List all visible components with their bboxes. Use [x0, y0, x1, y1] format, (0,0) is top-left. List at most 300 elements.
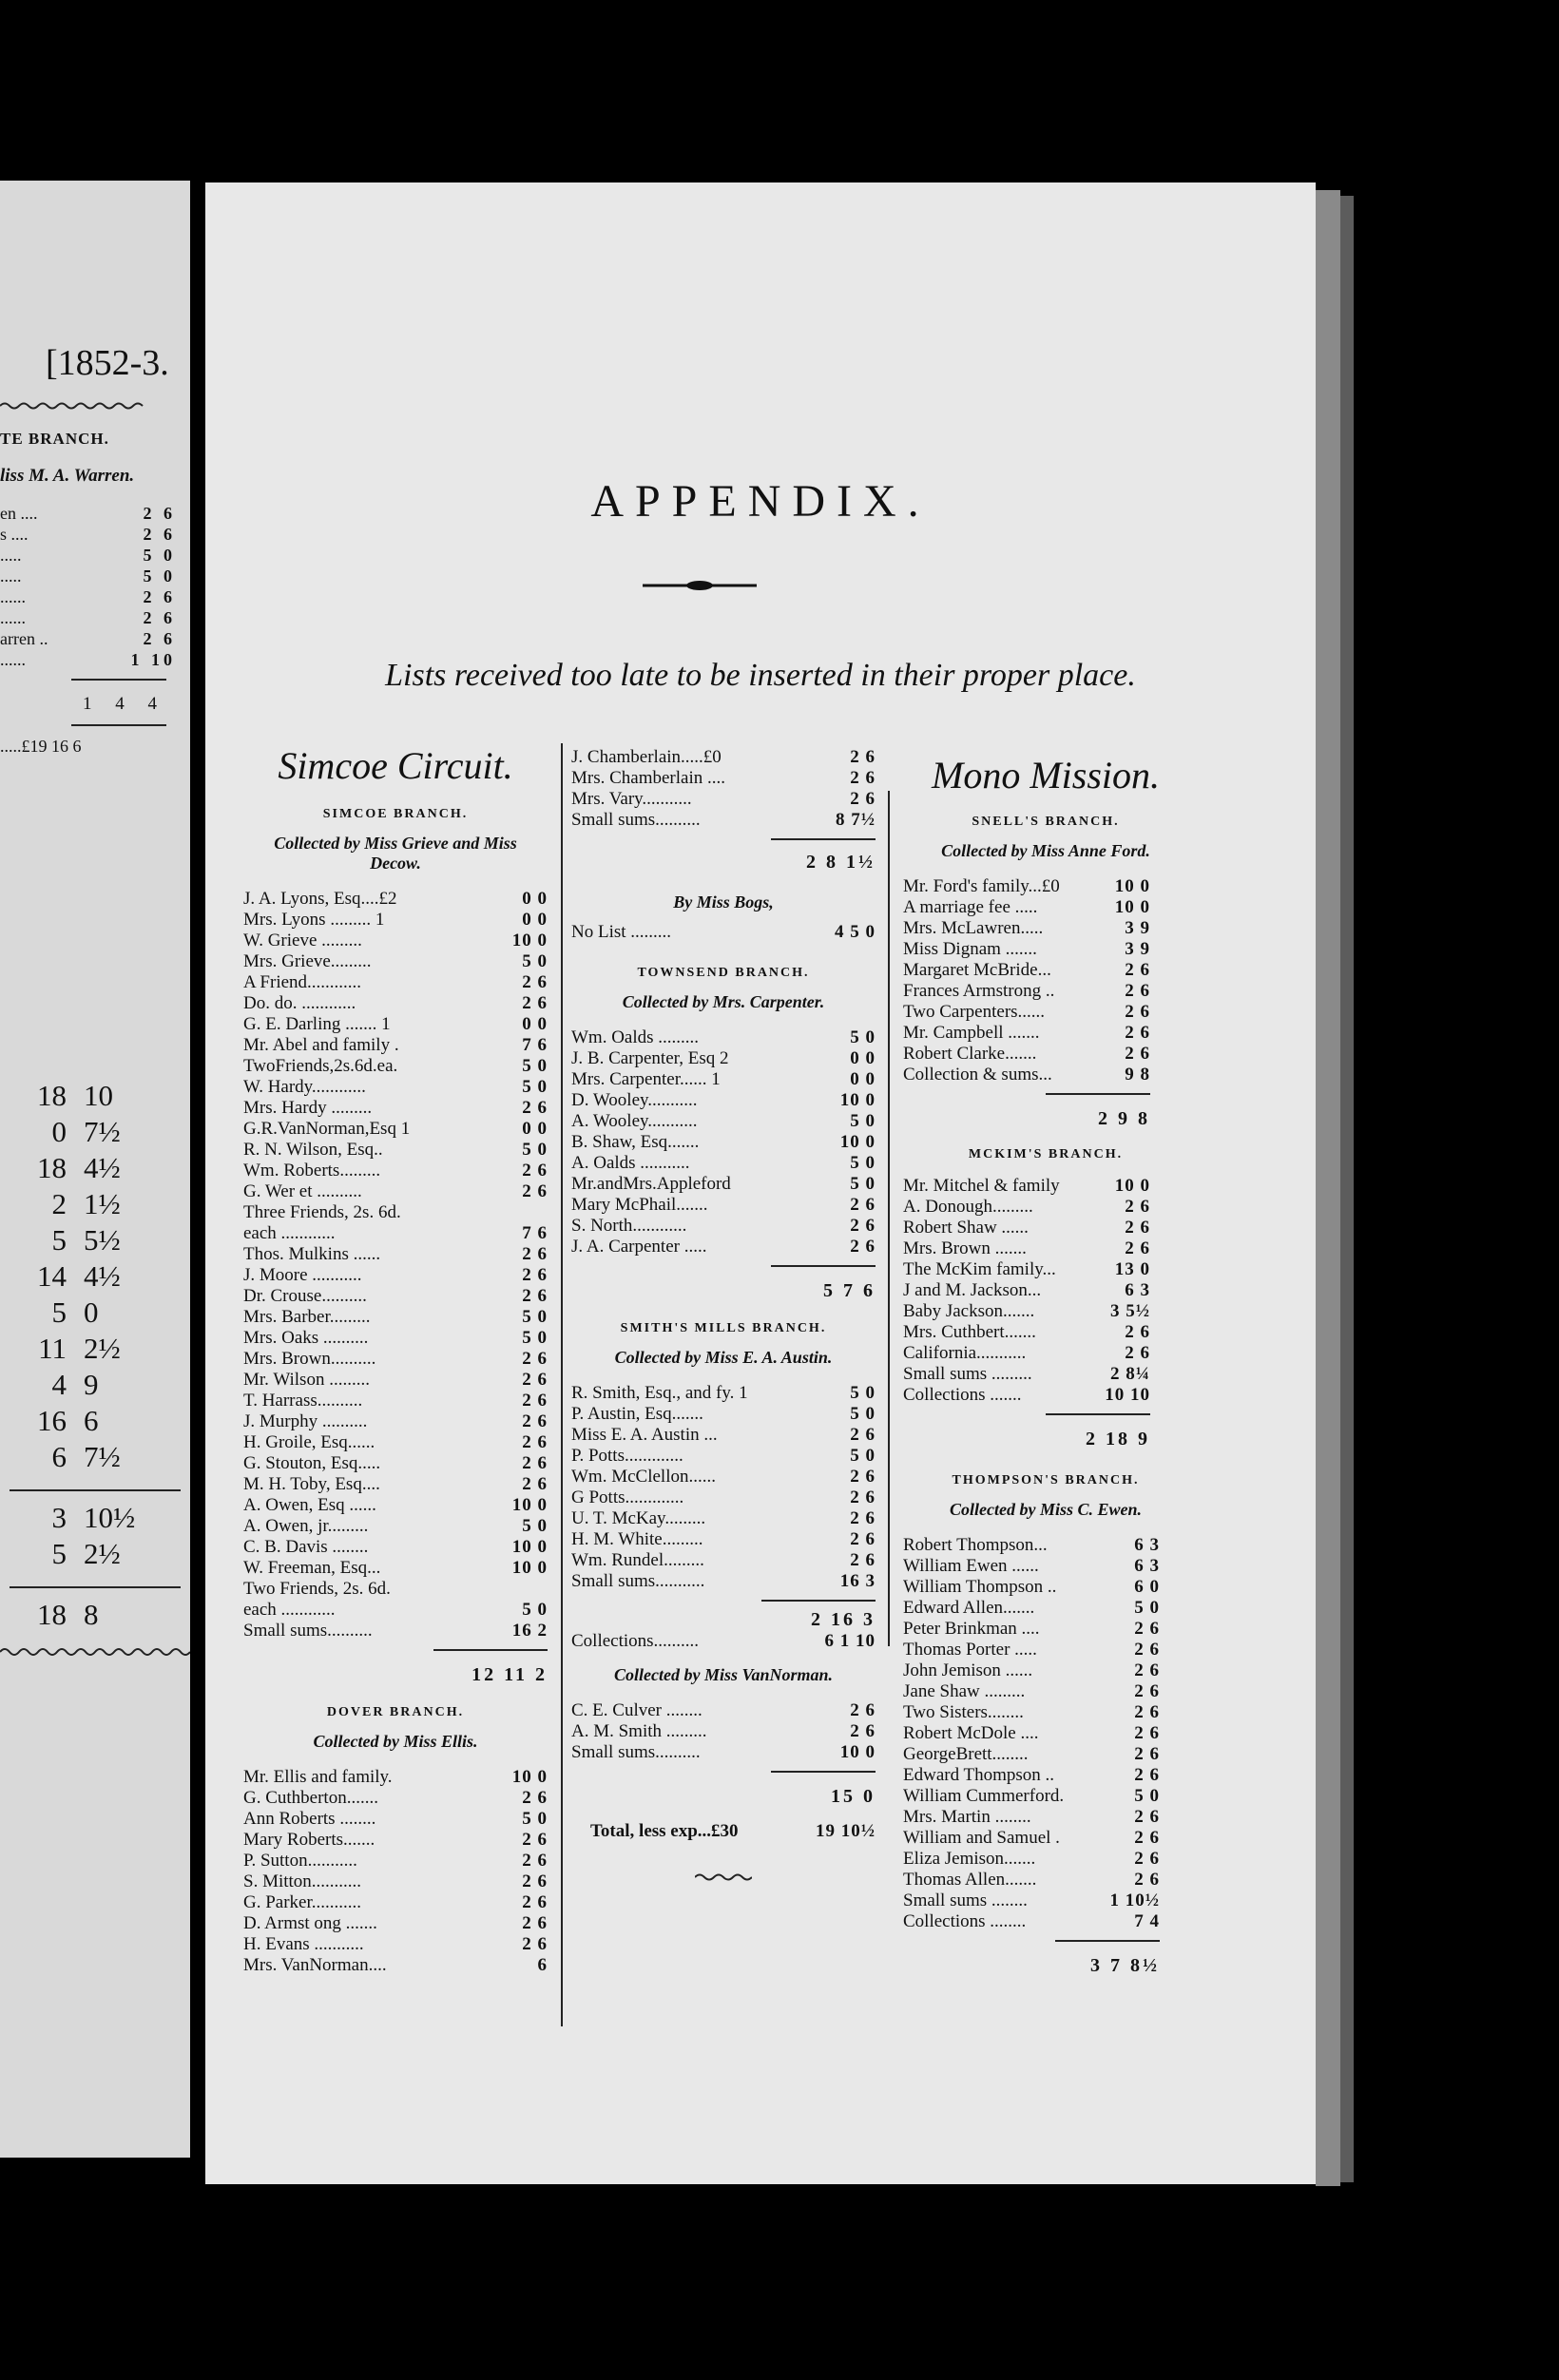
list-item: [243, 1119, 548, 1140]
amount-shillings: 11: [38, 1332, 67, 1365]
amount-pence: 10: [84, 1079, 113, 1112]
list-item: [243, 1767, 548, 1788]
list-item: [243, 1788, 548, 1809]
contribution-amount: 2 6: [850, 1425, 876, 1445]
branch-heading: TOWNSEND BRANCH.: [637, 966, 810, 980]
contributor-name: G. Parker...........: [243, 1892, 362, 1912]
list-item: [571, 1174, 876, 1195]
contributor-name: G. Wer et ..........: [243, 1181, 362, 1201]
contribution-amount: 2 6: [850, 789, 876, 809]
list-item: [903, 1891, 1188, 1911]
contribution-amount: 5 0: [1134, 1786, 1160, 1806]
contributor-name: Frances Armstrong ..: [903, 981, 1055, 1001]
list-item: [243, 1453, 548, 1474]
list-item: [243, 951, 548, 972]
contributor-name: Mrs. Chamberlain ....: [571, 768, 726, 788]
contributor-name: Dr. Crouse..........: [243, 1286, 367, 1306]
branch-subtotal: 15 0: [831, 1786, 876, 1807]
amount-pence: 7½: [84, 1440, 121, 1473]
contribution-amount: 2 6: [522, 1788, 548, 1808]
list-item: [571, 1027, 876, 1048]
list-item: [243, 1244, 548, 1265]
contributor-name: Small sums ........: [903, 1891, 1028, 1910]
contributor-name: Mrs. Carpenter...... 1: [571, 1069, 721, 1089]
rule: [71, 724, 166, 726]
contributor-name: Three Friends, 2s. 6d.: [243, 1202, 401, 1222]
list-item: [571, 1216, 876, 1237]
contributor-name: G. E. Darling ....... 1: [243, 1014, 391, 1034]
list-item: [243, 1558, 548, 1579]
contributor-name: A. M. Smith .........: [571, 1721, 707, 1741]
contribution-amount: 10 0: [839, 1132, 876, 1152]
rule: [1046, 1093, 1150, 1095]
list-item: [243, 1621, 548, 1641]
collector-line: Collected by Miss Ellis.: [313, 1732, 478, 1751]
contribution-amount: 2 6: [143, 504, 176, 523]
contributor-name: arren ..: [0, 629, 48, 648]
contribution-amount: 10 10: [1105, 1385, 1150, 1405]
contributor-name: P. Potts.............: [571, 1446, 683, 1466]
contributor-name: Two Carpenters......: [903, 1002, 1046, 1022]
contributor-name: ......: [0, 650, 26, 669]
list-item: [243, 1307, 548, 1328]
contribution-list: [903, 1176, 1188, 1406]
contribution-list: [571, 1383, 876, 1592]
list-item: [0, 546, 176, 566]
amount-row: [10, 1296, 181, 1332]
left-total: .....£19 16 6: [0, 737, 82, 756]
contribution-amount: 10 0: [511, 1495, 548, 1515]
list-item: [243, 1286, 548, 1307]
contribution-amount: 2 6: [1125, 1044, 1150, 1064]
contributor-name: Baby Jackson.......: [903, 1301, 1035, 1321]
list-item: [571, 1048, 876, 1069]
list-item: [571, 1153, 876, 1174]
contribution-amount: 2 6: [850, 1216, 876, 1236]
list-item: [903, 1238, 1188, 1259]
contributor-name: .....: [0, 566, 22, 585]
collector-line: Collected by Miss Grieve and Miss Decow.: [274, 834, 517, 873]
contribution-amount: 16 2: [511, 1621, 548, 1641]
amount-shillings: 18: [37, 1598, 67, 1631]
contribution-amount: 2 6: [1134, 1744, 1160, 1764]
amount-row: [10, 1598, 181, 1634]
contributor-name: Mr. Mitchel & family: [903, 1176, 1060, 1196]
contribution-amount: 5 0: [522, 1140, 548, 1160]
page-edge: [1340, 196, 1354, 2182]
amount-shillings: 5: [51, 1537, 67, 1570]
contribution-amount: 2 6: [522, 1370, 548, 1390]
contribution-amount: 8 7½: [836, 810, 876, 830]
contributor-name: A marriage fee .....: [903, 897, 1038, 917]
ornament-divider: [643, 578, 757, 593]
list-item: [571, 1721, 876, 1742]
list-item: [571, 1195, 876, 1216]
list-item: [903, 1259, 1188, 1280]
contributor-name: S. North............: [571, 1216, 687, 1236]
contribution-list: [243, 889, 548, 1641]
contributor-name: Small sums..........: [243, 1621, 373, 1641]
contribution-amount: 2 6: [522, 1265, 548, 1285]
contribution-amount: 2 6: [143, 608, 176, 627]
contributor-name: Mrs. Cuthbert.......: [903, 1322, 1036, 1342]
contribution-amount: 2 6: [522, 1391, 548, 1411]
contributor-name: Thos. Mulkins ......: [243, 1244, 381, 1264]
contributor-name: William Ewen ......: [903, 1556, 1039, 1576]
contributor-name: G.R.VanNorman,Esq 1: [243, 1119, 411, 1139]
contribution-amount: 2 6: [850, 1550, 876, 1570]
contributor-name: W. Grieve .........: [243, 931, 362, 950]
list-item: [243, 1809, 548, 1830]
rule: [761, 1600, 876, 1602]
list-item: [903, 1786, 1188, 1807]
contribution-amount: 5 0: [850, 1404, 876, 1424]
list-item: Collections.......... 6 1 10: [571, 1631, 876, 1651]
contribution-amount: 2 6: [1134, 1640, 1160, 1660]
list-item: [243, 889, 548, 910]
contribution-amount: 2 6: [850, 1467, 876, 1487]
contributor-name: Edward Allen.......: [903, 1598, 1035, 1618]
rule: [771, 1265, 876, 1267]
list-item: [571, 1550, 876, 1571]
list-item: [903, 1849, 1188, 1870]
branch-heading: MCKIM'S BRANCH.: [968, 1147, 1124, 1161]
list-item: [571, 789, 876, 810]
amount-shillings: 5: [51, 1296, 67, 1329]
contribution-list: [243, 1767, 548, 1976]
contribution-amount: 2 6: [1134, 1660, 1160, 1680]
rule: [1055, 1940, 1160, 1942]
contributor-name: GeorgeBrett........: [903, 1744, 1029, 1764]
contribution-amount: 0 0: [850, 1048, 876, 1068]
list-item: [243, 972, 548, 993]
collector-line: Collected by Miss E. A. Austin.: [614, 1348, 833, 1367]
contribution-amount: 5 0: [522, 951, 548, 971]
list-item: [571, 1069, 876, 1090]
list-item: [571, 1090, 876, 1111]
contribution-amount: 2 6: [1125, 981, 1150, 1001]
contribution-amount: 2 6: [522, 1892, 548, 1912]
contribution-amount: 5 0: [143, 546, 176, 565]
amount-shillings: 14: [37, 1259, 67, 1293]
contributor-name: J. Chamberlain.....£0: [571, 747, 722, 767]
branch-subtotal: 3 7 8½: [1090, 1955, 1160, 1976]
contribution-amount: 2 6: [850, 747, 876, 767]
contribution-amount: 10 0: [839, 1742, 876, 1762]
contribution-amount: 2 6: [143, 587, 176, 606]
contribution-amount: 0 0: [850, 1069, 876, 1089]
contribution-amount: 2 6: [1134, 1870, 1160, 1890]
contribution-amount: 2 6: [522, 993, 548, 1013]
amount-row: [10, 1223, 181, 1259]
contribution-amount: 2 6: [522, 1161, 548, 1180]
contribution-amount: 5 0: [522, 1600, 548, 1620]
list-item: [571, 1529, 876, 1550]
list-item: [903, 1598, 1188, 1619]
left-page: [0, 181, 190, 2158]
list-item: [903, 1280, 1188, 1301]
contributor-name: J. A. Lyons, Esq....£2: [243, 889, 397, 909]
list-item: [243, 1600, 548, 1621]
page-subtitle: Lists received too late to be inserted in their proper place.: [385, 658, 1136, 693]
contributor-name: H. M. White.........: [571, 1529, 703, 1549]
contribution-list: [903, 1535, 1188, 1932]
contribution-amount: 10 0: [511, 931, 548, 950]
contribution-amount: 5 0: [522, 1516, 548, 1536]
column-divider: [561, 743, 563, 2026]
list-item: [903, 1828, 1188, 1849]
contribution-amount: 10 0: [1114, 1176, 1150, 1196]
contribution-amount: 5 0: [850, 1027, 876, 1047]
contribution-amount: 2 6: [1134, 1765, 1160, 1785]
contributor-name: en ....: [0, 504, 38, 523]
list-item: [903, 1702, 1188, 1723]
list-item: [571, 768, 876, 789]
contributor-name: Wm. Oalds .........: [571, 1027, 700, 1047]
contributor-name: Mrs. Brown..........: [243, 1349, 376, 1369]
branch-heading: SNELL'S BRANCH.: [972, 815, 1120, 829]
contributor-name: Margaret McBride...: [903, 960, 1051, 980]
left-rows: [0, 504, 176, 671]
collector-line: Collected by Miss Anne Ford.: [941, 841, 1150, 860]
list-item: [903, 1218, 1188, 1238]
left-collector: liss M. A. Warren.: [0, 466, 135, 486]
contributor-name: Mrs. Martin ........: [903, 1807, 1031, 1827]
list-item: [903, 1640, 1188, 1660]
list-item: [571, 1132, 876, 1153]
amount-row: [10, 1537, 181, 1573]
branch-subtotal: 2 16 3: [811, 1609, 876, 1630]
contributor-name: D. Wooley...........: [571, 1090, 698, 1110]
contribution-amount: 5 0: [850, 1174, 876, 1194]
contributor-name: The McKim family...: [903, 1259, 1056, 1279]
list-item: [903, 1577, 1188, 1598]
left-subtotal: 1 4 4: [83, 694, 166, 714]
contribution-amount: 2 6: [522, 1286, 548, 1306]
list-item: [903, 1911, 1188, 1932]
amount-row: [10, 1440, 181, 1476]
contribution-amount: 0 0: [522, 910, 548, 930]
contribution-list: [571, 1700, 876, 1763]
list-item: [903, 1660, 1188, 1681]
amount-shillings: 4: [51, 1368, 67, 1401]
contribution-amount: 13 0: [1114, 1259, 1150, 1279]
appendix-page: [205, 182, 1316, 2184]
contribution-amount: 2 6: [1125, 1197, 1150, 1217]
contributor-name: Mr.andMrs.Appleford: [571, 1174, 731, 1194]
list-item: [571, 1237, 876, 1257]
contribution-amount: 2 6: [850, 1237, 876, 1257]
contributor-name: Small sums...........: [571, 1571, 705, 1591]
list-item: [903, 1385, 1188, 1406]
list-item: [243, 1056, 548, 1077]
amount-row: [10, 1368, 181, 1404]
contributor-name: Do. do. ............: [243, 993, 356, 1013]
amount-pence: 6: [84, 1404, 99, 1437]
contributor-name: J. Murphy ..........: [243, 1411, 368, 1431]
list-item: [243, 1349, 548, 1370]
contributor-name: William Cummerford.: [903, 1786, 1065, 1806]
list-item: [903, 960, 1188, 981]
contributor-name: Collections ........: [903, 1911, 1027, 1931]
amount-row: [10, 1332, 181, 1368]
list-item: [0, 566, 176, 587]
contribution-amount: 3 9: [1125, 918, 1150, 938]
list-item: [903, 1002, 1188, 1023]
contributor-name: G Potts.............: [571, 1488, 684, 1507]
contribution-amount: 7 6: [522, 1035, 548, 1055]
branch-subtotal: 12 11 2: [472, 1664, 548, 1685]
contribution-amount: 0 0: [522, 889, 548, 909]
contribution-amount: 2 8¼: [1110, 1364, 1150, 1384]
contribution-amount: 2 6: [1125, 1343, 1150, 1363]
list-item: [903, 918, 1188, 939]
list-item: No List ......... 4 5 0: [571, 922, 876, 942]
list-item: [903, 1176, 1188, 1197]
page-title: APPENDIX.: [590, 476, 931, 527]
list-item: [243, 1516, 548, 1537]
contributor-name: A. Wooley...........: [571, 1111, 698, 1131]
contributor-name: P. Austin, Esq.......: [571, 1404, 703, 1424]
contribution-amount: 5 0: [143, 566, 176, 585]
contributor-name: Mrs. Barber.........: [243, 1307, 371, 1327]
list-item: [243, 1140, 548, 1161]
amount-pence: 2½: [84, 1537, 121, 1570]
contributor-name: Mrs. Oaks ..........: [243, 1328, 369, 1348]
column-divider: [888, 791, 890, 1646]
contributor-name: J. B. Carpenter, Esq 2: [571, 1048, 729, 1068]
column-mono: [903, 753, 1188, 1977]
contributor-name: Edward Thompson ..: [903, 1765, 1055, 1785]
contribution-amount: 2 6: [1125, 1238, 1150, 1258]
amount-pence: 1½: [84, 1187, 121, 1220]
contributor-name: Mrs. Grieve.........: [243, 951, 372, 971]
contribution-amount: 2 6: [850, 768, 876, 788]
contributor-name: Thomas Allen.......: [903, 1870, 1037, 1890]
contributor-name: Ann Roberts ........: [243, 1809, 376, 1829]
list-item: [243, 993, 548, 1014]
contribution-amount: 5 0: [1134, 1598, 1160, 1618]
contributor-name: G. Stouton, Esq.....: [243, 1453, 381, 1473]
contribution-amount: 2 6: [850, 1529, 876, 1549]
contributor-name: Two Friends, 2s. 6d.: [243, 1579, 391, 1599]
amount-row: [10, 1115, 181, 1151]
contributor-name: A. Donough.........: [903, 1197, 1033, 1217]
contributor-name: C. B. Davis ........: [243, 1537, 369, 1557]
list-item: [571, 1446, 876, 1467]
contribution-amount: 3 5½: [1110, 1301, 1150, 1321]
rule: [71, 679, 166, 681]
contribution-amount: 10 0: [1114, 876, 1150, 896]
list-item: [903, 1765, 1188, 1786]
contribution-amount: 2 6: [522, 972, 548, 992]
contribution-amount: 9 8: [1125, 1065, 1150, 1084]
contributor-name: Collections .......: [903, 1385, 1022, 1405]
list-item: [571, 1488, 876, 1508]
contribution-amount: 2 6: [1125, 1322, 1150, 1342]
contribution-amount: 10 0: [511, 1558, 548, 1578]
list-item: [571, 1571, 876, 1592]
list-item: [243, 1391, 548, 1411]
amount-pence: 4½: [84, 1151, 121, 1184]
list-item: [0, 504, 176, 525]
contributor-name: H. Evans ...........: [243, 1934, 364, 1954]
amount-row: [10, 1404, 181, 1440]
contributor-name: .....: [0, 546, 22, 565]
branch-subtotal: 2 9 8: [1098, 1108, 1150, 1129]
contribution-amount: 6 3: [1134, 1556, 1160, 1576]
list-item: [243, 1871, 548, 1892]
contributor-name: Mary Roberts.......: [243, 1830, 375, 1850]
contribution-amount: 7 4: [1134, 1911, 1160, 1931]
list-item: [571, 1111, 876, 1132]
contributor-name: Mr. Campbell .......: [903, 1023, 1040, 1043]
contributor-name: P. Sutton...........: [243, 1851, 357, 1871]
collector-line: By Miss Bogs,: [673, 892, 774, 912]
contribution-amount: 0 0: [522, 1014, 548, 1034]
list-item: [243, 1579, 548, 1600]
contribution-list: [571, 1027, 876, 1257]
list-item: [571, 1700, 876, 1721]
contribution-amount: 0 0: [522, 1119, 548, 1139]
contribution-amount: 2 6: [850, 1700, 876, 1720]
contribution-amount: 2 6: [143, 525, 176, 544]
contributor-name: W. Hardy............: [243, 1077, 366, 1097]
contributor-name: Mrs. VanNorman....: [243, 1955, 387, 1975]
contributor-name: Mrs. Brown .......: [903, 1238, 1027, 1258]
amount-pence: 7½: [84, 1115, 121, 1148]
list-item: [903, 1807, 1188, 1828]
contributor-name: Wm. McClellon......: [571, 1467, 716, 1487]
contribution-amount: 2 6: [1134, 1702, 1160, 1722]
contribution-amount: 2 6: [1125, 1218, 1150, 1238]
contributor-name: Small sums..........: [571, 1742, 701, 1762]
contributor-name: Mr. Ellis and family.: [243, 1767, 393, 1787]
contribution-amount: 2 6: [850, 1721, 876, 1741]
contribution-amount: 1 10½: [1109, 1891, 1160, 1910]
contributor-name: A. Oalds ...........: [571, 1153, 690, 1173]
contributor-name: Robert Thompson...: [903, 1535, 1048, 1555]
contribution-amount: 2 6: [522, 1411, 548, 1431]
list-item: [243, 1202, 548, 1223]
rule: [1046, 1413, 1150, 1415]
list-item: [243, 1537, 548, 1558]
list-item: [243, 1411, 548, 1432]
contribution-amount: 3 9: [1125, 939, 1150, 959]
list-item: [903, 1023, 1188, 1044]
amount-pence: 9: [84, 1368, 99, 1401]
list-item: [903, 1301, 1188, 1322]
amount-row: [10, 1501, 181, 1537]
list-item: [0, 629, 176, 650]
list-item: [243, 1328, 548, 1349]
contributor-name: Peter Brinkman ....: [903, 1619, 1040, 1639]
list-item: [571, 810, 876, 831]
contribution-amount: 10 0: [511, 1537, 548, 1557]
contribution-amount: 2 6: [143, 629, 176, 648]
list-item: [243, 1223, 548, 1244]
contribution-amount: 5 0: [850, 1383, 876, 1403]
list-item: [243, 1955, 548, 1976]
contribution-amount: 5 0: [522, 1056, 548, 1076]
contributor-name: Mary McPhail.......: [571, 1195, 708, 1215]
contribution-amount: 2 6: [522, 1349, 548, 1369]
collector-line: Collected by Miss C. Ewen.: [950, 1500, 1142, 1519]
contributor-name: J and M. Jackson...: [903, 1280, 1042, 1300]
contribution-amount: 2 6: [1134, 1723, 1160, 1743]
list-item: [243, 910, 548, 931]
contribution-amount: 5 0: [522, 1077, 548, 1097]
